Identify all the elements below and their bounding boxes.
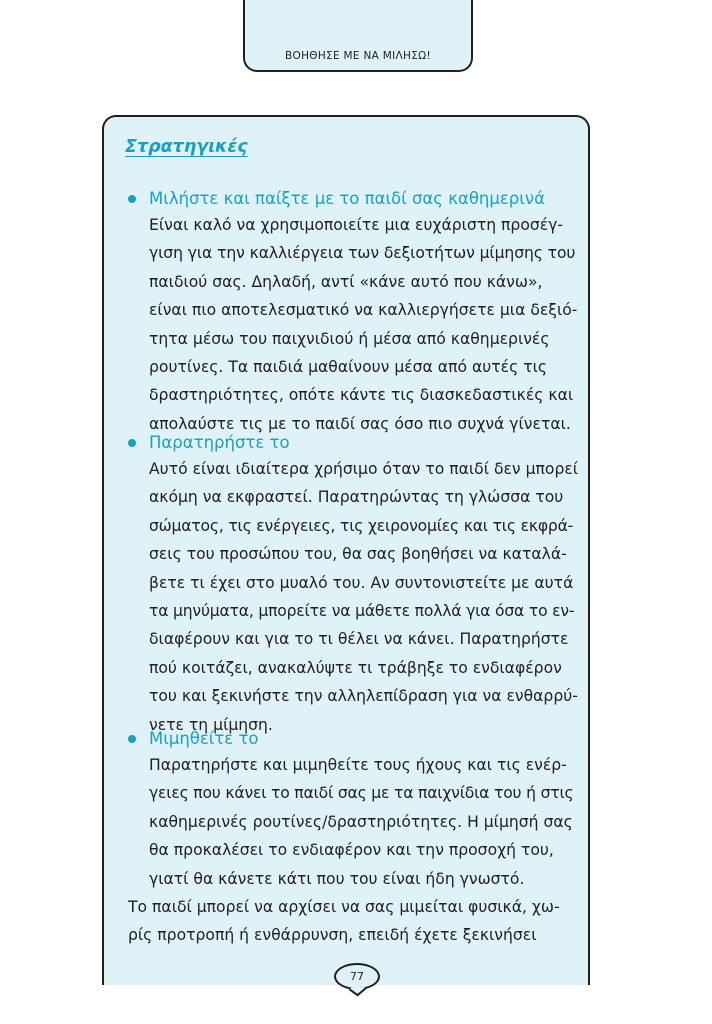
body-line: γιατί θα κάνετε κάτι που του είναι ήδη γνωστό. (149, 869, 525, 888)
body-line: παιδιού σας. Δηλαδή, αντί «κάνε αυτό που κάνω», (149, 272, 543, 291)
page-number-bubble (334, 963, 380, 990)
strategy-body (149, 751, 578, 893)
body-line: τητα μέσω του παιχνιδιού ή μέσα από καθημερινές (149, 329, 550, 348)
body-line: είναι πιο αποτελεσματικό να καλλιεργήσετε μια δεξιό- (149, 301, 578, 320)
body-line: Το παιδί μπορεί να αρχίσει να σας μιμείται φυσικά, χω- (128, 898, 560, 916)
running-header-title: ΒΟΗΘΗΣΕ ΜΕ ΝΑ ΜΙΛΗΣΩ! (285, 50, 431, 62)
body-line: διαφέρουν και για το τι θέλει να κάνει. Παρατηρήστε (149, 630, 569, 649)
strategy-title: Παρατηρήστε το (149, 433, 290, 452)
body-line: γιση για την καλλιέργεια των δεξιοτήτων μίμησης του (149, 244, 576, 263)
body-line: ακόμη να εκφραστεί. Παρατηρώντας τη γλώσσα του (149, 488, 564, 507)
body-line: πού κοιτάζει, ανακαλύψτε τι τράβηξε το ενδιαφέρον (149, 658, 562, 677)
body-line: Αυτό είναι ιδιαίτερα χρήσιμο όταν το παιδί δεν μπορεί (149, 460, 579, 478)
bullet-icon (128, 735, 136, 743)
body-line: καθημερινές ρουτίνες/δραστηριότητες. Η μίμησή σας (149, 812, 573, 831)
body-line: τα μηνύματα, μπορείτε να μάθετε πολλά για όσα το εν- (149, 601, 575, 620)
body-line: ρουτίνες. Τα παιδιά μαθαίνουν μέσα από αυτές τις (149, 357, 548, 376)
continuation-paragraph (128, 893, 578, 950)
strategy-body (149, 211, 578, 438)
running-header-tab (243, 0, 473, 72)
body-line: Είναι καλό να χρησιμοποιείτε μια ευχάριστη προσέγ- (149, 216, 564, 234)
strategy-body (149, 455, 578, 739)
body-line: γειες που κάνει το παιδί σας με τα παιχνίδια του ή στις (149, 784, 574, 803)
body-line: σώματος, τις ενέργειες, τις χειρονομίες και τις εκφρά- (149, 516, 574, 535)
strategy-title: Μιλήστε και παίξτε με το παιδί σας καθημερινά (149, 189, 545, 208)
strategy-title: Μιμηθείτε το (149, 729, 259, 748)
speech-bubble-tail (349, 983, 367, 997)
strategies-heading: Στρατηγικές (125, 137, 248, 157)
body-line: θα προκαλέσει το ενδιαφέρον και την προσοχή του, (149, 841, 554, 860)
strategies-panel (102, 115, 590, 985)
body-line: νετε τη μίμηση. (149, 715, 273, 734)
page-number: 77 (350, 970, 364, 983)
bullet-icon (128, 195, 136, 203)
body-line: σεις του προσώπου του, θα σας βοηθήσει να καταλά- (149, 545, 567, 564)
bullet-icon (128, 439, 136, 447)
body-line: ρίς προτροπή ή ενθάρρυνση, επειδή έχετε ξεκινήσει (128, 926, 537, 945)
body-line: του και ξεκινήστε την αλληλεπίδραση για να ενθαρρύ- (149, 687, 578, 706)
body-line: Παρατηρήστε και μιμηθείτε τους ήχους και τις ενέρ- (149, 756, 567, 774)
body-line: βετε τι έχει στο μυαλό του. Αν συντονιστείτε με αυτά (149, 573, 574, 592)
body-line: δραστηριότητες, οπότε κάντε τις διασκεδαστικές και (149, 386, 574, 405)
body-line: απολαύστε τις με το παιδί σας όσο πιο συχνά γίνεται. (149, 414, 571, 433)
